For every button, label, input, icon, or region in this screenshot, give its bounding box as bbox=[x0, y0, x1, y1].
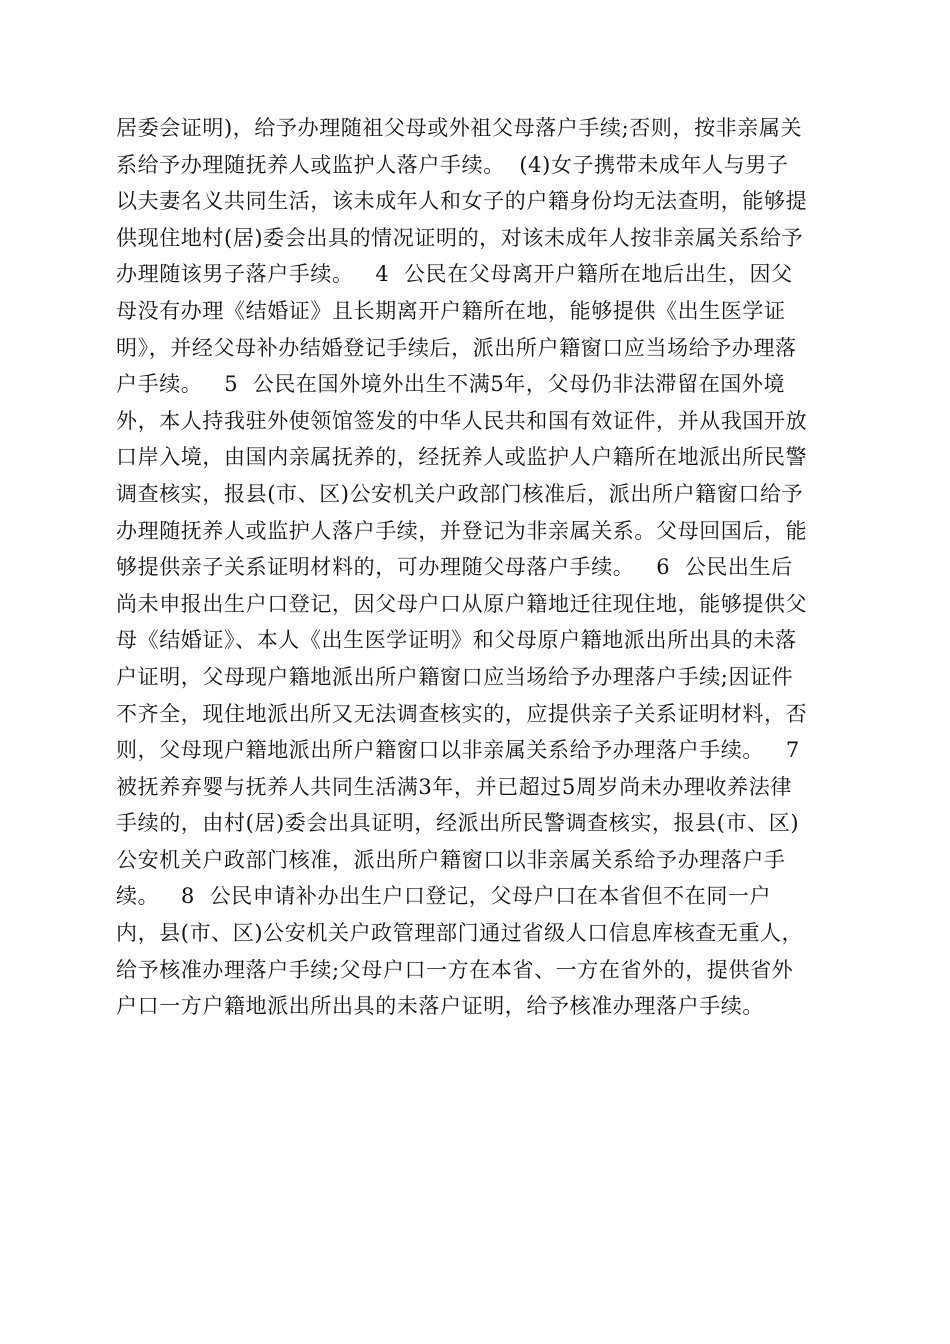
text-line: 手续的，由村(居)委会出具证明，经派出所民警调查核实，报县(市、区) bbox=[116, 811, 800, 836]
text-line: 以夫妻名义共同生活，该未成年人和女子的户籍身份均无法查明，能够提 bbox=[116, 189, 808, 214]
text-line: 则，父母现户籍地派出所户籍窗口以非亲属关系给予办理落户手续。 7 bbox=[116, 738, 800, 763]
text-line: 明》，并经父母补办结婚登记手续后，派出所户籍窗口应当场给予办理落 bbox=[116, 335, 797, 360]
text-line: 内，县(市、区)公安机关户政管理部门通过省级人口信息库核查无重人， bbox=[116, 921, 804, 946]
text-line: 母《结婚证》、本人《出生医学证明》和父母原户籍地派出所出具的未落 bbox=[116, 628, 797, 653]
text-line: 给予核准办理落户手续;父母户口一方在本省、一方在省外的，提供省外 bbox=[116, 957, 794, 982]
text-line: 办理随该男子落户手续。 4 公民在父母离开户籍所在地后出生，因父 bbox=[116, 262, 793, 287]
text-line: 户手续。 5 公民在国外境外出生不满5年，父母仍非法滞留在国外境 bbox=[116, 372, 786, 397]
text-line: 不齐全，现住地派出所又无法调查核实的，应提供亲子关系证明材料，否 bbox=[116, 701, 808, 726]
text-line: 调查核实，报县(市、区)公安机关户政部门核准后，派出所户籍窗口给予 bbox=[116, 481, 804, 506]
text-line: 母没有办理《结婚证》且长期离开户籍所在地，能够提供《出生医学证 bbox=[116, 298, 786, 323]
text-line: 够提供亲子关系证明材料的，可办理随父母落户手续。 6 公民出生后 bbox=[116, 555, 793, 580]
text-line: 系给予办理随抚养人或监护人落户手续。 (4)女子携带未成年人与男子 bbox=[116, 152, 789, 177]
body-text bbox=[116, 110, 836, 1025]
text-line: 户口一方户籍地派出所出具的未落户证明，给予核准办理落户手续。 bbox=[116, 994, 764, 1019]
text-line: 外，本人持我驻外使领馆签发的中华人民共和国有效证件，并从我国开放 bbox=[116, 408, 808, 433]
text-line: 续。 8 公民申请补办出生户口登记，父母户口在本省但不在同一户 bbox=[116, 884, 772, 909]
text-line: 被抚养弃婴与抚养人共同生活满3年，并已超过5周岁尚未办理收养法律 bbox=[116, 774, 792, 799]
text-line: 口岸入境，由国内亲属抚养的，经抚养人或监护人户籍所在地派出所民警 bbox=[116, 445, 808, 470]
text-line: 尚未申报出生户口登记，因父母户口从原户籍地迁往现住地，能够提供父 bbox=[116, 591, 808, 616]
text-line: 供现住地村(居)委会出具的情况证明的，对该未成年人按非亲属关系给予 bbox=[116, 225, 804, 250]
text-line: 办理随抚养人或监护人落户手续，并登记为非亲属关系。父母回国后，能 bbox=[116, 518, 808, 543]
text-line: 居委会证明)，给予办理随祖父母或外祖父母落户手续;否则，按非亲属关 bbox=[116, 116, 803, 140]
text-line: 户证明，父母现户籍地派出所户籍窗口应当场给予办理落户手续;因证件 bbox=[116, 664, 794, 689]
text-line: 公安机关户政部门核准，派出所户籍窗口以非亲属关系给予办理落户手 bbox=[116, 847, 786, 872]
